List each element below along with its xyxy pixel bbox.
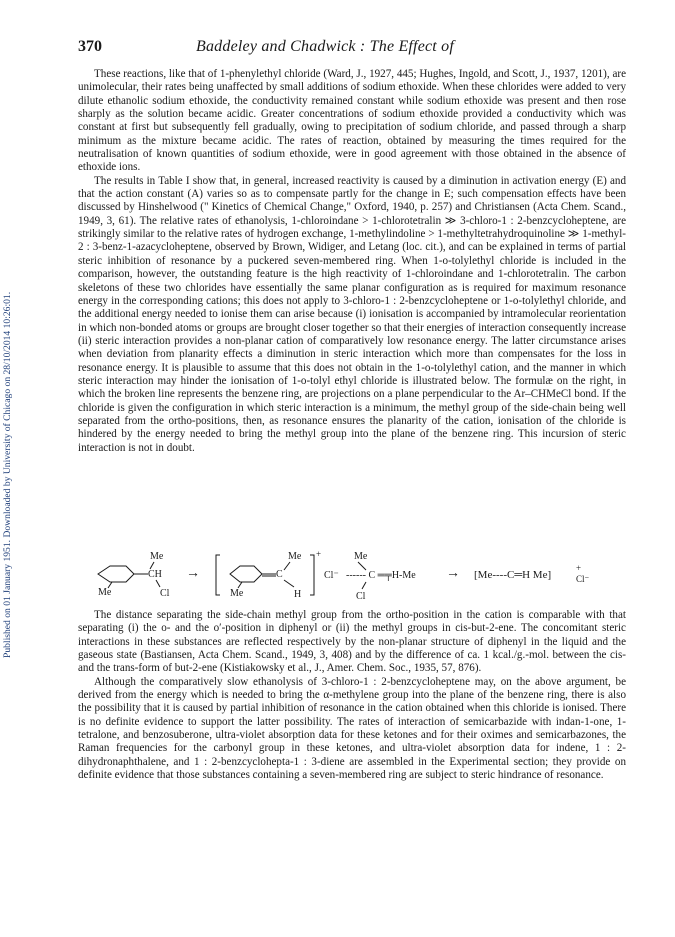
reaction-arrow: → [446, 566, 460, 581]
cation-structure [216, 549, 339, 600]
me-label: Me [150, 551, 164, 562]
download-notice: Published on 01 January 1951. Downloaded by University of Chicago on 28/10/2014 10:26:01. [2, 291, 13, 659]
page-header [78, 38, 618, 60]
reaction-arrow: → [186, 566, 200, 581]
paragraph: Although the comparatively slow ethanolysis of 3-chloro-1 : 2-benzcycloheptene may, on the above argument, be derived from the energy which is needed to bring the α-methylene group into the plane of the benzene ring, there is also the possibility that it is caused by partial inhibition of resonance in the cation obtained when this chloride is ionised. There is no definite evidence to support the latter possibility. The rates of interaction of semicarbazide with indan-1-one, 1-tetralone, and benzosuberone, ultra-violet absorption data for these ketones and for their oximes and semicarbazones, the Raman frequencies for the carbonyl group in these ketones, and ultra-violet absorption data for indene, 1 : 2-dihydronaphthalene, and 1 : 2-benzcyclohepta-1 : 3-diene are assembled in the Experimental section; they provide on definite evidence that those substances containing a seven-membered ring are subject to steric hindrance of resonance. [78, 675, 626, 782]
reaction-scheme [90, 543, 610, 605]
projection-cation [474, 563, 590, 584]
projection-line: [Me----C═H Me] [474, 569, 552, 581]
body-text-bottom [78, 609, 626, 782]
chloride-ion: Cl⁻ [324, 570, 339, 581]
paragraph: These reactions, like that of 1-phenylethyl chloride (Ward, J., 1927, 445; Hughes, Ingold, and Scott, J., 1937, 1201), are unimolecular, their rates being unaffected by small additions of sodium ethoxide. When these chlorides were added to very dilute ethanolic sodium ethoxide, the conductivity remained constant while sodium ethoxide was present and then rose sharply as the solution became acidic. Greater concentrations of sodium ethoxide provided a conductivity which was constant at first but subsequently fell gradually, owing to precipitation of sodium chloride, and passed through a sharp minimum as the mixture became acidic. The rates of reaction, obtained by measuring the times required for the neutralisation of known quantities of sodium ethoxide, were in good agreement with those obtained in the absence of ethoxide ions. [78, 68, 626, 174]
body-text-top [78, 68, 626, 455]
cl-label: Cl [356, 591, 366, 602]
chloride-structure [98, 551, 170, 599]
ch-label: CH [148, 569, 162, 580]
chloride-ion: Cl⁻ [576, 574, 590, 584]
paragraph: The results in Table I show that, in general, increased reactivity is caused by a diminution in activation energy (E) and that the action constant (A) varies so as to compensate partly for the change in E; such compensation effects have been discussed by Hinshelwood (" Kinetics of Chemical Change," Oxford, 1940, p. 257) and Christiansen (Acta Chem. Scand., 1949, 3, 61). The relative rates of ethanolysis, 1-chloroindane > 1-chlorotetralin ≫ 3-chloro-1 : 2-benzcycloheptene, are strikingly similar to the relative rates of hydrogen exchange, 1-methylindoline > 1-methyltetrahydroquinoline ≫ 1-methyl-2 : 3-benz-1-azacycloheptene, observed by Brown, Widiger, and Letang (loc. cit.), and can be explained in terms of partial steric inhibition of resonance by a puckered seven-membered ring. When 1-o-tolylethyl chloride is included in the comparison, however, the outstanding feature is the high reactivity of 1-chloroindane and 1-chlorotetralin. The carbon skeletons of these two chlorides have essentially the same planar configuration as is required for maximum resonance energy in the corresponding cations; this does not apply to 3-chloro-1 : 2-benzcycloheptene or 1-o-tolylethyl chloride, and the additional energy needed to ionise them can arise because (i) ionisation is accompanied by intramolecular reorientation in which non-bonded atoms or groups are brought closer together so that their energies of interaction consequently increase (ii) steric interaction provides a non-planar cation of comparatively low resonance energy. The latter circumstance arises when deviation from planarity effects a diminution in steric interaction which more than compensates for the loss in resonance energy. It is plausible to assume that this does not obtain in the 1-o-tolylethyl cation, and the manner in which steric interaction may hinder the ionisation of 1-o-tolyl ethyl chloride is illustrated below. The formulæ on the right, in which the broken line represents the benzene ring, are projections on a plane perpendicular to the Ar–CHMeCl bond. If the chloride is given the configuration in which steric interaction is a minimum, the methyl group of the side-chain being well separated from the ortho-positions, then, as resonance ensures the planarity of the cation, ionisation of the chloride is hindered by the energy needed to bring the methyl group into the plane of the benzene ring. This incursion of steric interaction is not in doubt. [78, 174, 626, 454]
reaction-scheme-drawing [90, 543, 610, 605]
plus-sign: + [576, 563, 582, 573]
projection-line: ------ C ═╤H-Me [346, 570, 416, 581]
me-label: Me [288, 551, 302, 562]
me-label: Me [230, 588, 244, 599]
running-title: Baddeley and Chadwick : The Effect of [196, 38, 455, 55]
cl-label: Cl [160, 588, 170, 599]
paragraph: The distance separating the side-chain methyl group from the ortho-position in the cation is comparable with that separating (i) the o- and the o′-position in diphenyl or (ii) the methyl groups in cis-but-2-ene. The concomitant steric interactions in these substances are reflected respectively by the non-planar structure of diphenyl in the liquid and the gaseous state (Bastiansen, Acta Chem. Scand., 1949, 3, 408) and by the difference of ca. 1 kcal./g.-mol. between the cis- and the trans-form of but-2-ene (Kistiakowsky et al., J., Amer. Chem. Soc., 1935, 57, 876). [78, 609, 626, 675]
projection-chloride [346, 551, 416, 602]
plus-sign: + [316, 549, 322, 559]
page-number: 370 [78, 38, 102, 55]
me-label: Me [354, 551, 368, 562]
h-label: H [294, 589, 302, 600]
me-label: Me [98, 587, 112, 598]
c-label: C [276, 569, 283, 580]
